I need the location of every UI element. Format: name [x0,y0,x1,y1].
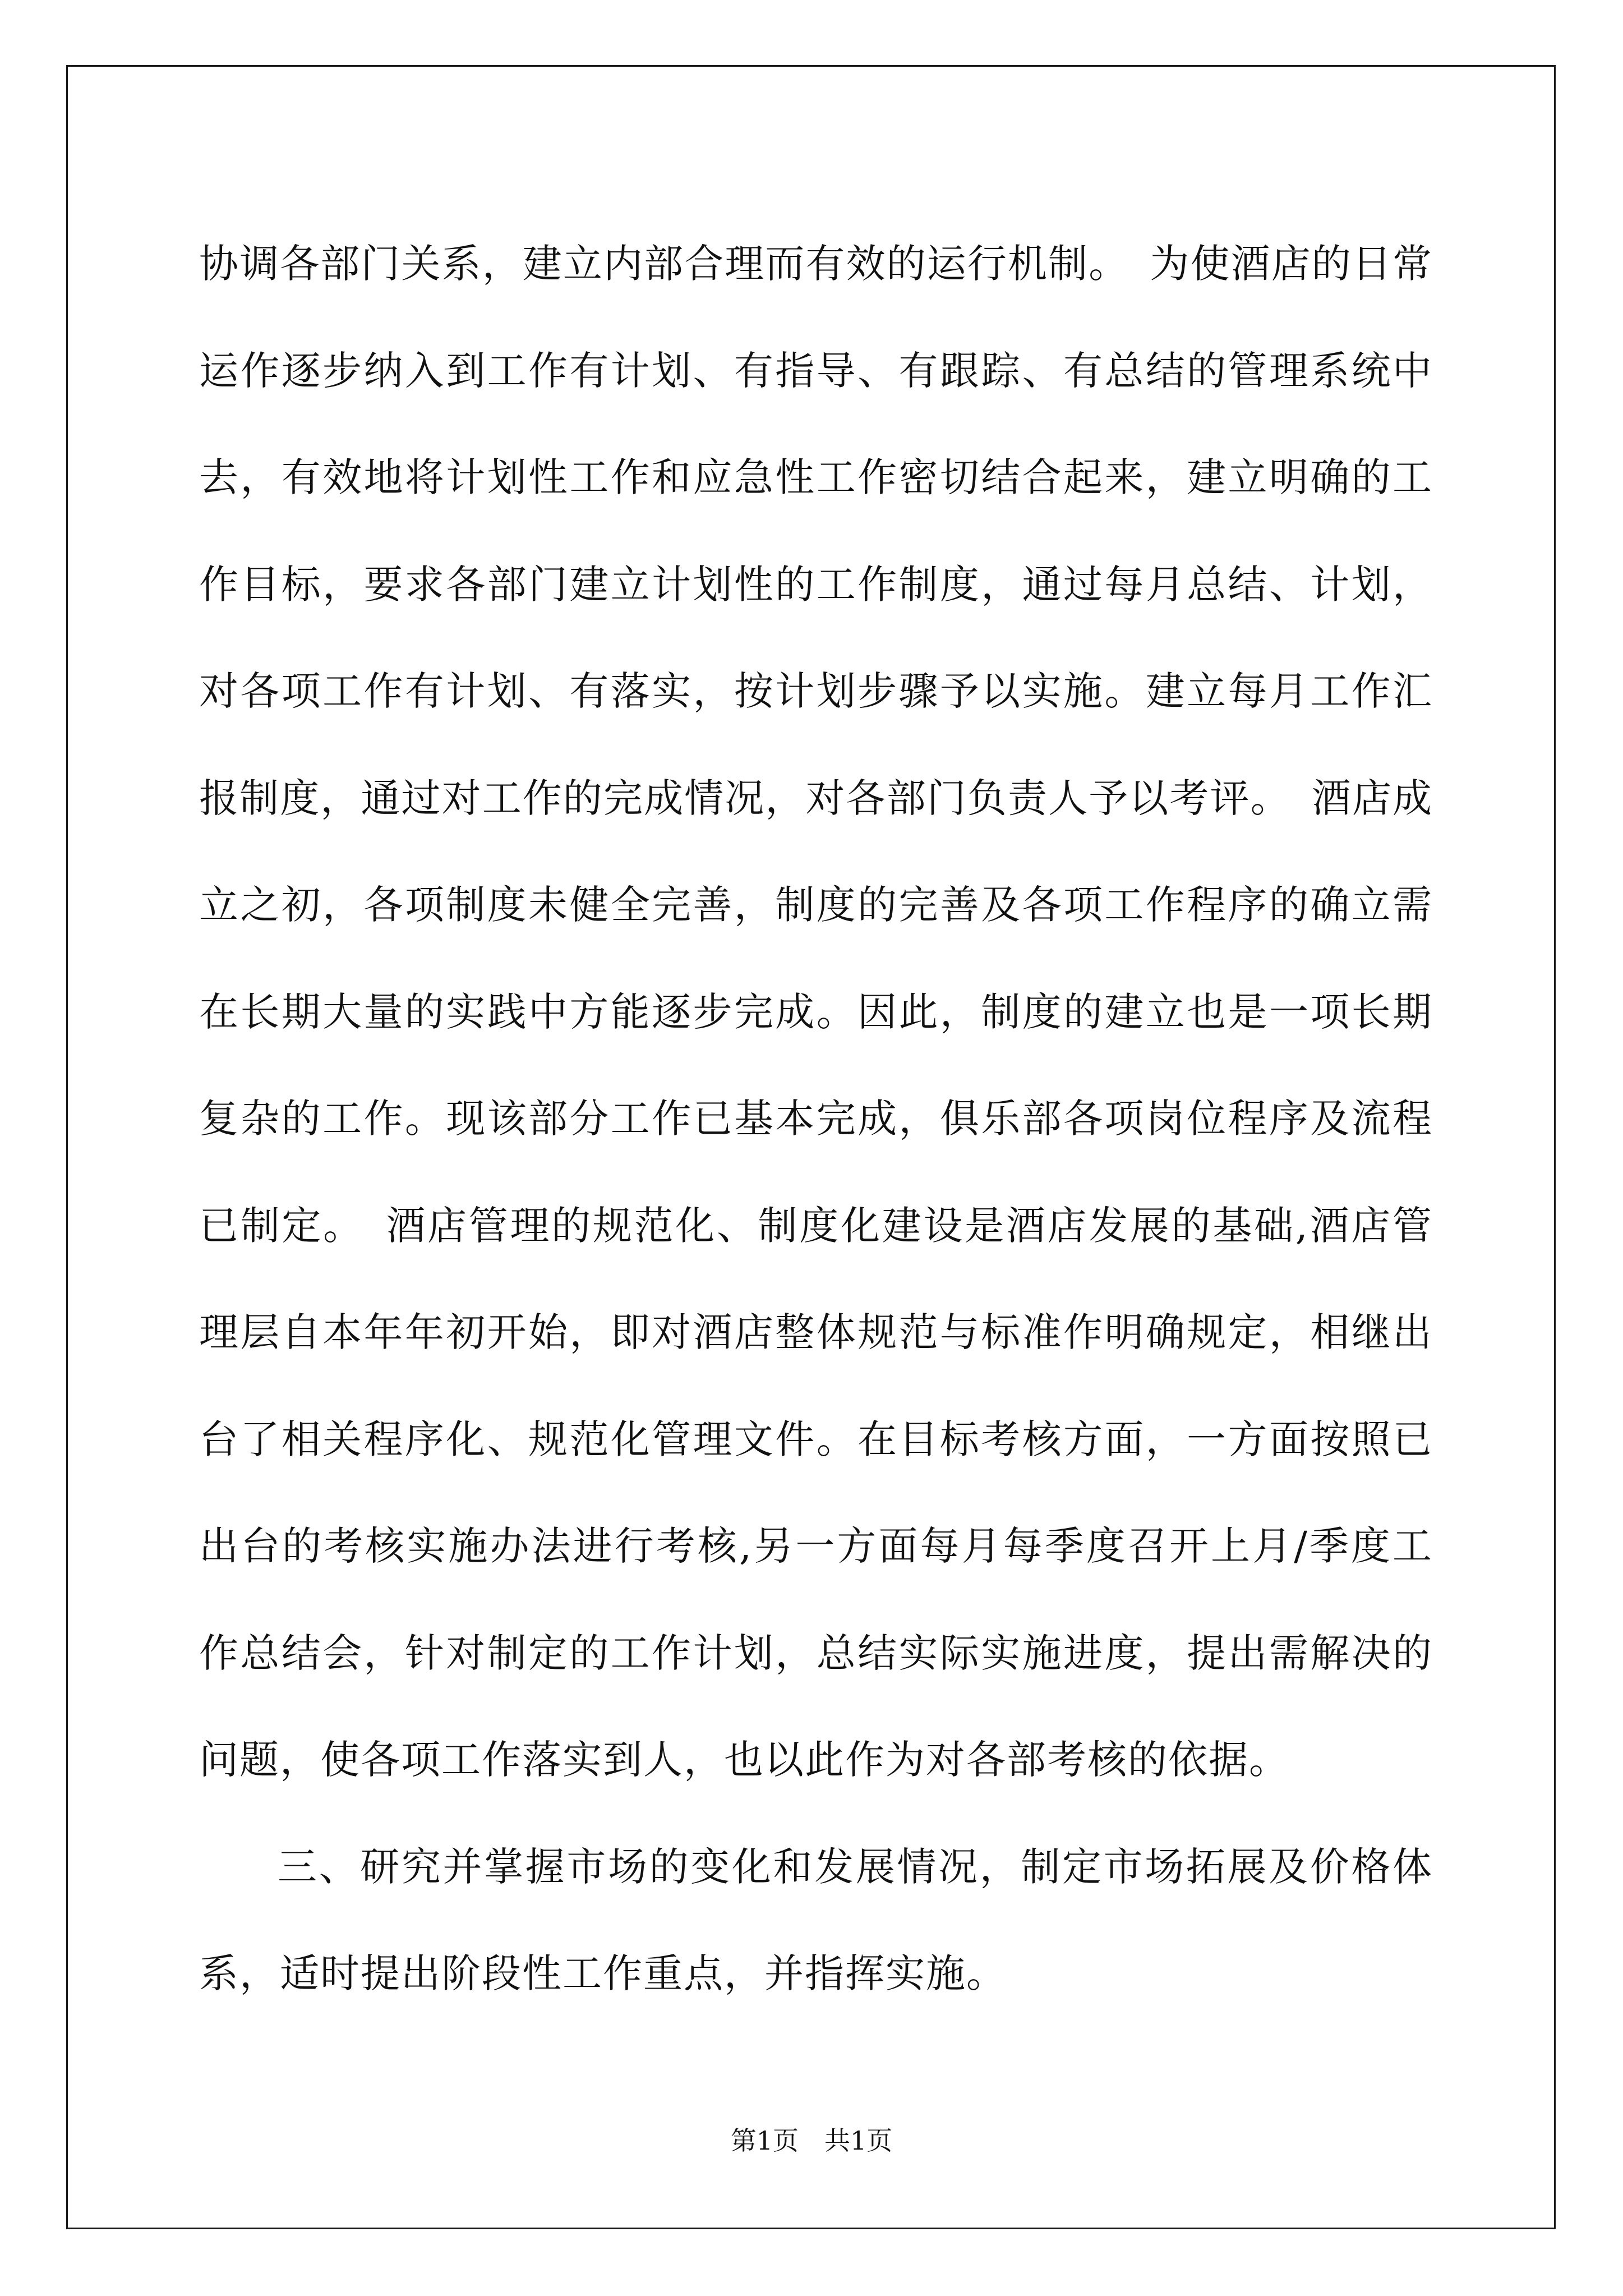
paragraph-1: 协调各部门关系，建立内部合理而有效的运行机制。 为使酒店的日常运作逐步纳入到工作有计划、有指导、有跟踪、有总结的管理系统中去，有效地将计划性工作和应急性工作密切结合起来，建立明确的工作目标，要求各部门建立计划性的工作制度，通过每月总结、计划，对各项工作有计划、有落实，按计划步骤予以实施。建立每月工作汇报制度，通过对工作的完成情况，对各部门负责人予以考评。 酒店成立之初，各项制度未健全完善，制度的完善及各项工作程序的确立需在长期大量的实践中方能逐步完成。因此，制度的建立也是一项长期复杂的工作。现该部分工作已基本完成，俱乐部各项岗位程序及流程已制定。 酒店管理的规范化、制度化建设是酒店发展的基础,酒店管理层自本年年初开始，即对酒店整体规范与标准作明确规定，相继出台了相关程序化、规范化管理文件。在目标考核方面，一方面按照已出台的考核实施办法进行考核,另一方面每月每季度召开上月/季度工作总结会，针对制定的工作计划，总结实际实施进度，提出需解决的问题，使各项工作落实到人，也以此作为对各部考核的依据。 [199,241,1433,1783]
document-body [199,210,1433,2027]
paragraph-2: 三、研究并掌握市场的变化和发展情况，制定市场拓展及价格体系，适时提出阶段性工作重点，并指挥实施。 [199,1843,1433,1996]
page-number-label: 第1页 共1页 [730,2125,893,2156]
page-footer [0,2120,1623,2157]
